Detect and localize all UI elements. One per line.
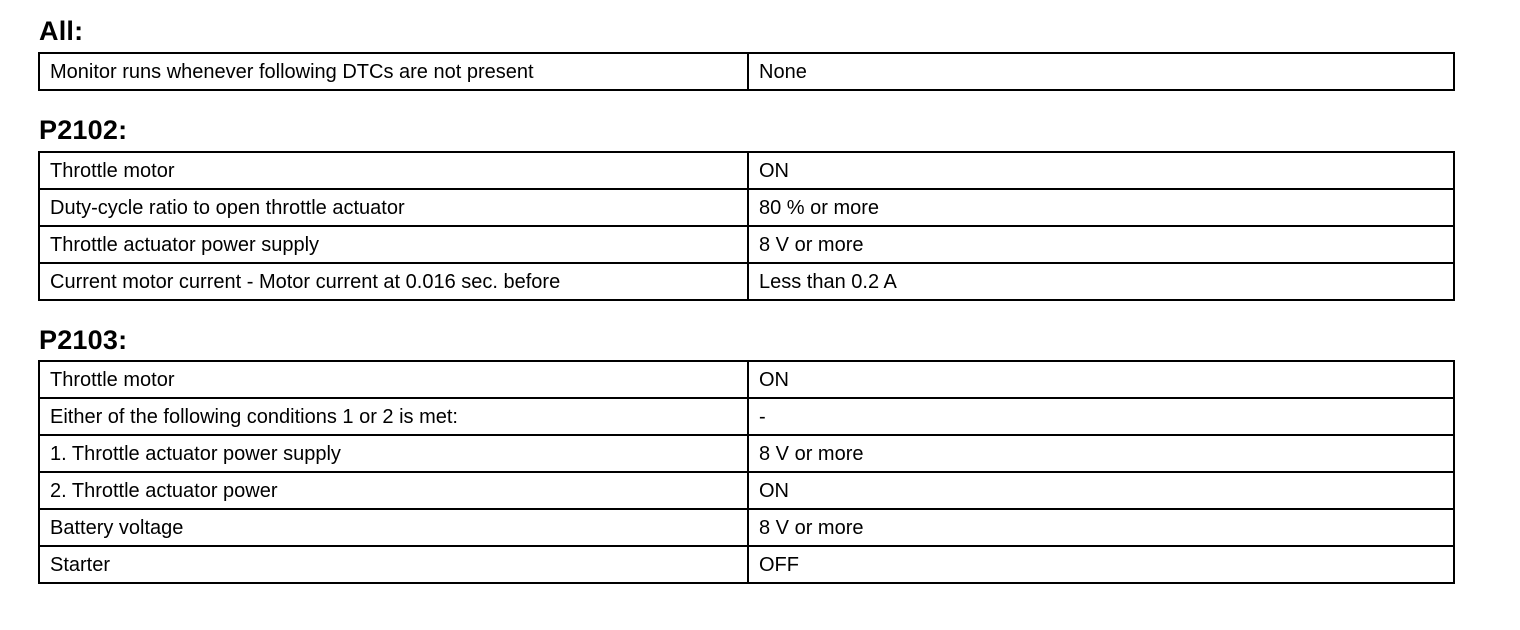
value-cell: ON bbox=[748, 152, 1454, 189]
table-row bbox=[39, 435, 1454, 472]
table-row bbox=[39, 53, 1454, 90]
conditions-table-p2103 bbox=[38, 360, 1455, 584]
condition-cell: Duty-cycle ratio to open throttle actuator bbox=[39, 189, 748, 226]
value-cell: 8 V or more bbox=[748, 509, 1454, 546]
table-row bbox=[39, 472, 1454, 509]
value-cell: Less than 0.2 A bbox=[748, 263, 1454, 300]
section-heading-p2103: P2103: bbox=[39, 325, 128, 355]
table-row bbox=[39, 546, 1454, 583]
value-cell: 8 V or more bbox=[748, 226, 1454, 263]
value-cell: - bbox=[748, 398, 1454, 435]
table-row bbox=[39, 509, 1454, 546]
condition-cell: Either of the following conditions 1 or 2 is met: bbox=[39, 398, 748, 435]
condition-cell: 2. Throttle actuator power bbox=[39, 472, 748, 509]
section-heading-p2102: P2102: bbox=[39, 115, 128, 145]
value-cell: None bbox=[748, 53, 1454, 90]
table-row bbox=[39, 263, 1454, 300]
value-cell: OFF bbox=[748, 546, 1454, 583]
condition-cell: Battery voltage bbox=[39, 509, 748, 546]
condition-cell: Throttle motor bbox=[39, 361, 748, 398]
table-row bbox=[39, 189, 1454, 226]
condition-cell: Monitor runs whenever following DTCs are not present bbox=[39, 53, 748, 90]
conditions-table-p2102 bbox=[38, 151, 1455, 301]
condition-cell: Starter bbox=[39, 546, 748, 583]
value-cell: ON bbox=[748, 472, 1454, 509]
section-heading-all: All: bbox=[39, 16, 84, 46]
condition-cell: Current motor current - Motor current at 0.016 sec. before bbox=[39, 263, 748, 300]
value-cell: 8 V or more bbox=[748, 435, 1454, 472]
condition-cell: 1. Throttle actuator power supply bbox=[39, 435, 748, 472]
table-row bbox=[39, 398, 1454, 435]
value-cell: ON bbox=[748, 361, 1454, 398]
condition-cell: Throttle actuator power supply bbox=[39, 226, 748, 263]
value-cell: 80 % or more bbox=[748, 189, 1454, 226]
conditions-table-all bbox=[38, 52, 1455, 91]
table-row bbox=[39, 361, 1454, 398]
condition-cell: Throttle motor bbox=[39, 152, 748, 189]
table-row bbox=[39, 152, 1454, 189]
table-row bbox=[39, 226, 1454, 263]
